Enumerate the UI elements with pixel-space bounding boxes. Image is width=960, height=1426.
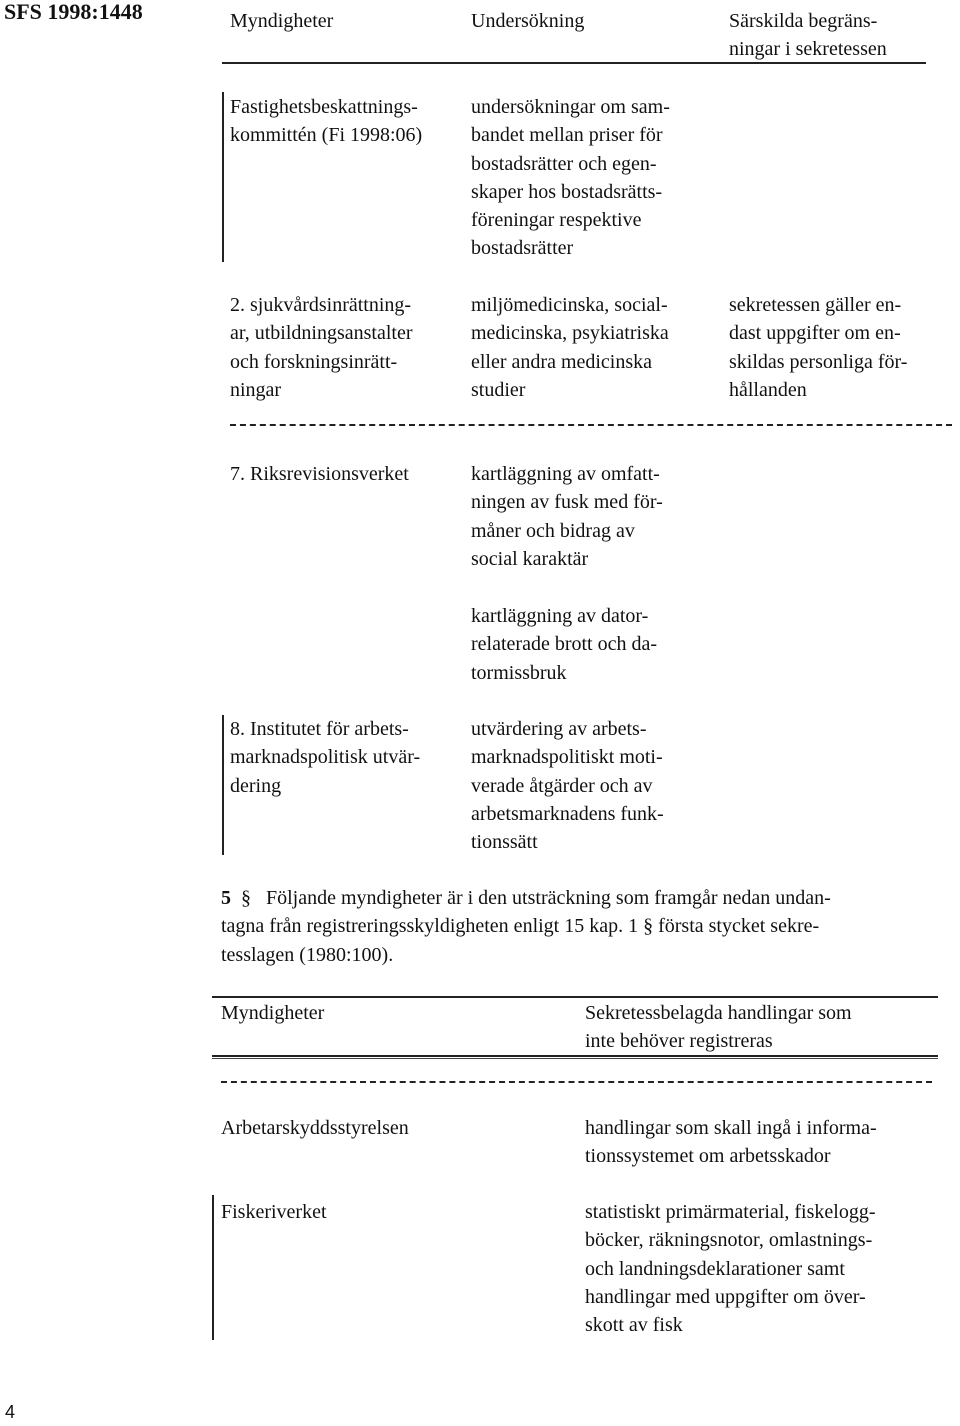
omission-dashed-line	[230, 424, 952, 426]
table2-top-rule	[212, 996, 938, 998]
row-study: utvärdering av arbets- marknadspolitiskt moti- verade åtgärder och av arbetsmarknadens funk- tionssätt	[471, 718, 664, 854]
row-study: kartläggning av omfatt- ningen av fusk med för- måner och bidrag av social karaktär	[471, 463, 663, 570]
table2-header-rule	[212, 1055, 938, 1057]
row-study: miljömedicinska, social- medicinska, psykiatriska eller andra medicinska studier	[471, 294, 669, 401]
row-documents: handlingar som skall ingå i informa- tionssystemet om arbetsskador	[585, 1117, 877, 1168]
change-bar	[212, 1195, 214, 1340]
table1-header-rule	[222, 62, 926, 64]
table1-col-restrictions: Särskilda begräns- ningar i sekretessen	[729, 10, 887, 61]
row-documents: statistiskt primärmaterial, fiskelogg- böcker, räkningsnotor, omlastnings- och landningsdeklarationer samt handlingar med uppgifter om över- skott av fisk	[585, 1201, 876, 1337]
section-5-paragraph: 5 § Följande myndigheter är i den utsträckning som framgår nedan undan- tagna från registreringsskyldigheten enligt 15 kap. 1 § första stycket sekre- tesslagen (1980:100).	[221, 887, 831, 966]
row-authority: Fiskeriverket	[221, 1201, 327, 1223]
omission-dashed-line	[221, 1081, 932, 1083]
table2-header-rule-thin	[212, 1058, 938, 1059]
section-sign: §	[241, 887, 251, 909]
row-authority: 8. Institutet för arbets- marknadspolitisk utvär- dering	[230, 718, 421, 797]
change-bar	[222, 92, 224, 262]
table1-col-authorities: Myndigheter	[230, 10, 334, 32]
table1-col-study: Undersökning	[471, 10, 585, 32]
row-study: kartläggning av dator- relaterade brott och da- tormissbruk	[471, 605, 658, 684]
table2-col-authorities: Myndigheter	[221, 1002, 325, 1024]
table2-col-documents: Sekretessbelagda handlingar som inte behöver registreras	[585, 1002, 852, 1053]
sfs-number: SFS 1998:1448	[4, 0, 143, 24]
row-restriction: sekretessen gäller en- dast uppgifter om en- skildas personliga för- hållanden	[729, 294, 908, 401]
change-bar	[222, 715, 224, 855]
page-number: 4	[5, 1402, 16, 1422]
row-authority: Fastighetsbeskattnings- kommittén (Fi 1998:06)	[230, 96, 423, 147]
row-authority: 7. Riksrevisionsverket	[230, 463, 409, 485]
row-authority: 2. sjukvårdsinrättning- ar, utbildningsanstalter och forskningsinrätt- ningar	[230, 294, 413, 401]
row-authority: Arbetarskyddsstyrelsen	[221, 1117, 409, 1139]
section-number: 5	[221, 887, 231, 909]
row-study: undersökningar om sam- bandet mellan priser för bostadsrätter och egen- skaper hos bostadsrätts- föreningar respektive bostadsrätter	[471, 96, 670, 260]
